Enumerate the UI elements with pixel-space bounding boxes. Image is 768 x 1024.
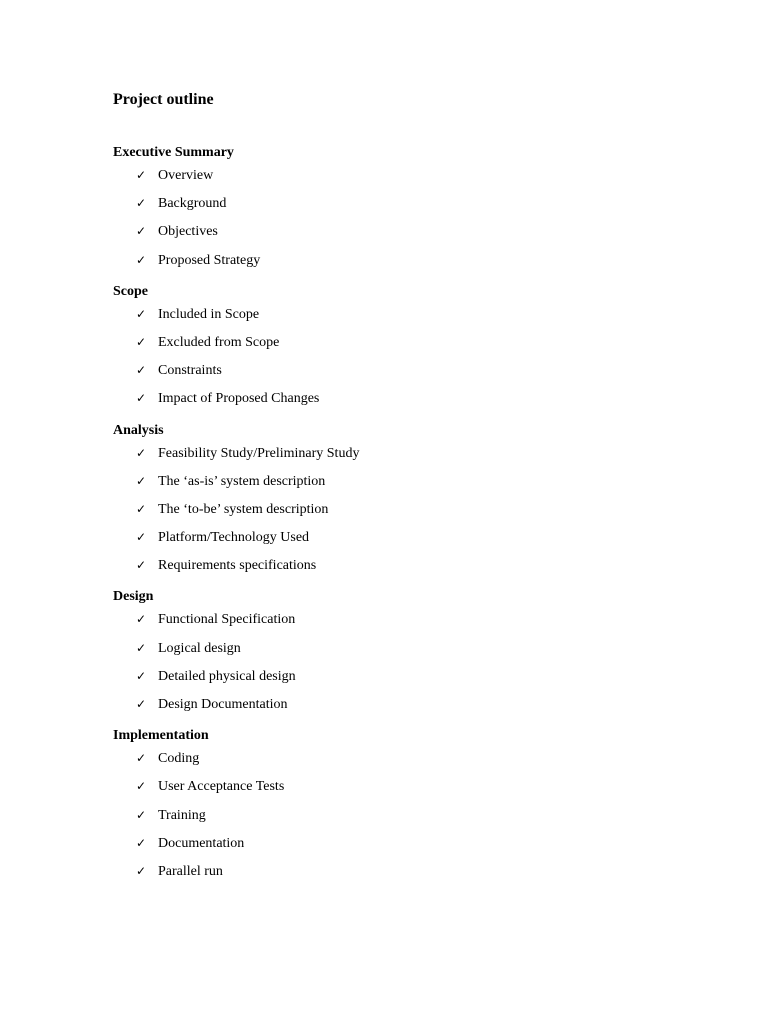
check-mark-icon: ✓: [136, 558, 147, 573]
section-heading: Scope: [113, 283, 148, 299]
check-mark-icon: ✓: [136, 751, 147, 766]
list-item-label: The ‘as-is’ system description: [158, 473, 326, 489]
list-item: [113, 832, 713, 860]
check-mark-icon: ✓: [136, 501, 147, 516]
project-outline: [113, 142, 713, 892]
check-mark-icon: ✓: [136, 668, 147, 683]
list-item-label: Background: [158, 196, 227, 212]
section-items: [113, 747, 713, 888]
section-implementation: [113, 725, 713, 888]
check-mark-icon: ✓: [136, 835, 147, 850]
list-item: [113, 331, 713, 359]
section-executive-summary: [113, 142, 713, 277]
section-items: [113, 303, 713, 416]
list-item: [113, 498, 713, 526]
check-mark-icon: ✓: [136, 306, 147, 321]
check-mark-icon: ✓: [136, 196, 147, 211]
list-item-label: Training: [158, 807, 206, 823]
list-item-label: Proposed Strategy: [158, 252, 261, 268]
list-item: [113, 775, 713, 803]
section-items: [113, 608, 713, 721]
check-mark-icon: ✓: [136, 807, 147, 822]
list-item: [113, 220, 713, 248]
list-item: [113, 693, 713, 721]
list-item-label: Constraints: [158, 363, 222, 379]
list-item: [113, 637, 713, 665]
section-heading: Design: [113, 589, 154, 605]
section-heading: Implementation: [113, 728, 209, 744]
check-mark-icon: ✓: [136, 640, 147, 655]
section-items: [113, 442, 713, 583]
section-design: [113, 586, 713, 721]
list-item: [113, 554, 713, 582]
list-item: [113, 387, 713, 415]
check-mark-icon: ✓: [136, 473, 147, 488]
section-items: [113, 164, 713, 277]
list-item: [113, 526, 713, 554]
check-mark-icon: ✓: [136, 612, 147, 627]
page-title: Project outline: [113, 91, 214, 108]
list-item-label: Coding: [158, 751, 200, 767]
list-item: [113, 359, 713, 387]
check-mark-icon: ✓: [136, 391, 147, 406]
list-item: [113, 192, 713, 220]
list-item-label: Requirements specifications: [158, 558, 317, 574]
check-mark-icon: ✓: [136, 697, 147, 711]
list-item-label: User Acceptance Tests: [158, 779, 285, 795]
list-item: [113, 747, 713, 775]
list-item-label: Design Documentation: [158, 697, 288, 712]
check-mark-icon: ✓: [136, 863, 147, 878]
list-item-label: Impact of Proposed Changes: [158, 391, 320, 407]
check-mark-icon: ✓: [136, 334, 147, 349]
list-item-label: Logical design: [158, 640, 241, 656]
list-item: [113, 249, 713, 277]
list-item: [113, 303, 713, 331]
check-mark-icon: ✓: [136, 224, 147, 239]
list-item: [113, 665, 713, 693]
section-analysis: [113, 420, 713, 583]
list-item: [113, 860, 713, 888]
list-item-label: The ‘to-be’ system description: [158, 501, 329, 517]
check-mark-icon: ✓: [136, 168, 147, 182]
list-item: [113, 442, 713, 470]
list-item-label: Detailed physical design: [158, 668, 296, 684]
list-item-label: Feasibility Study/Preliminary Study: [158, 445, 360, 461]
list-item-label: Platform/Technology Used: [158, 530, 310, 546]
check-mark-icon: ✓: [136, 363, 147, 378]
list-item-label: Parallel run: [158, 863, 223, 879]
check-mark-icon: ✓: [136, 445, 147, 460]
list-item: [113, 804, 713, 832]
list-item: [113, 164, 713, 192]
list-item-label: Documentation: [158, 835, 245, 851]
list-item-label: Overview: [158, 168, 214, 183]
check-mark-icon: ✓: [136, 530, 147, 545]
list-item-label: Objectives: [158, 224, 218, 240]
list-item: [113, 470, 713, 498]
section-heading: Analysis: [113, 422, 164, 438]
list-item-label: Functional Specification: [158, 612, 296, 628]
check-mark-icon: ✓: [136, 779, 147, 794]
check-mark-icon: ✓: [136, 252, 147, 267]
list-item: [113, 608, 713, 636]
list-item-label: Excluded from Scope: [158, 334, 280, 350]
section-heading: Executive Summary: [113, 145, 234, 160]
list-item-label: Included in Scope: [158, 306, 260, 322]
section-scope: [113, 281, 713, 416]
